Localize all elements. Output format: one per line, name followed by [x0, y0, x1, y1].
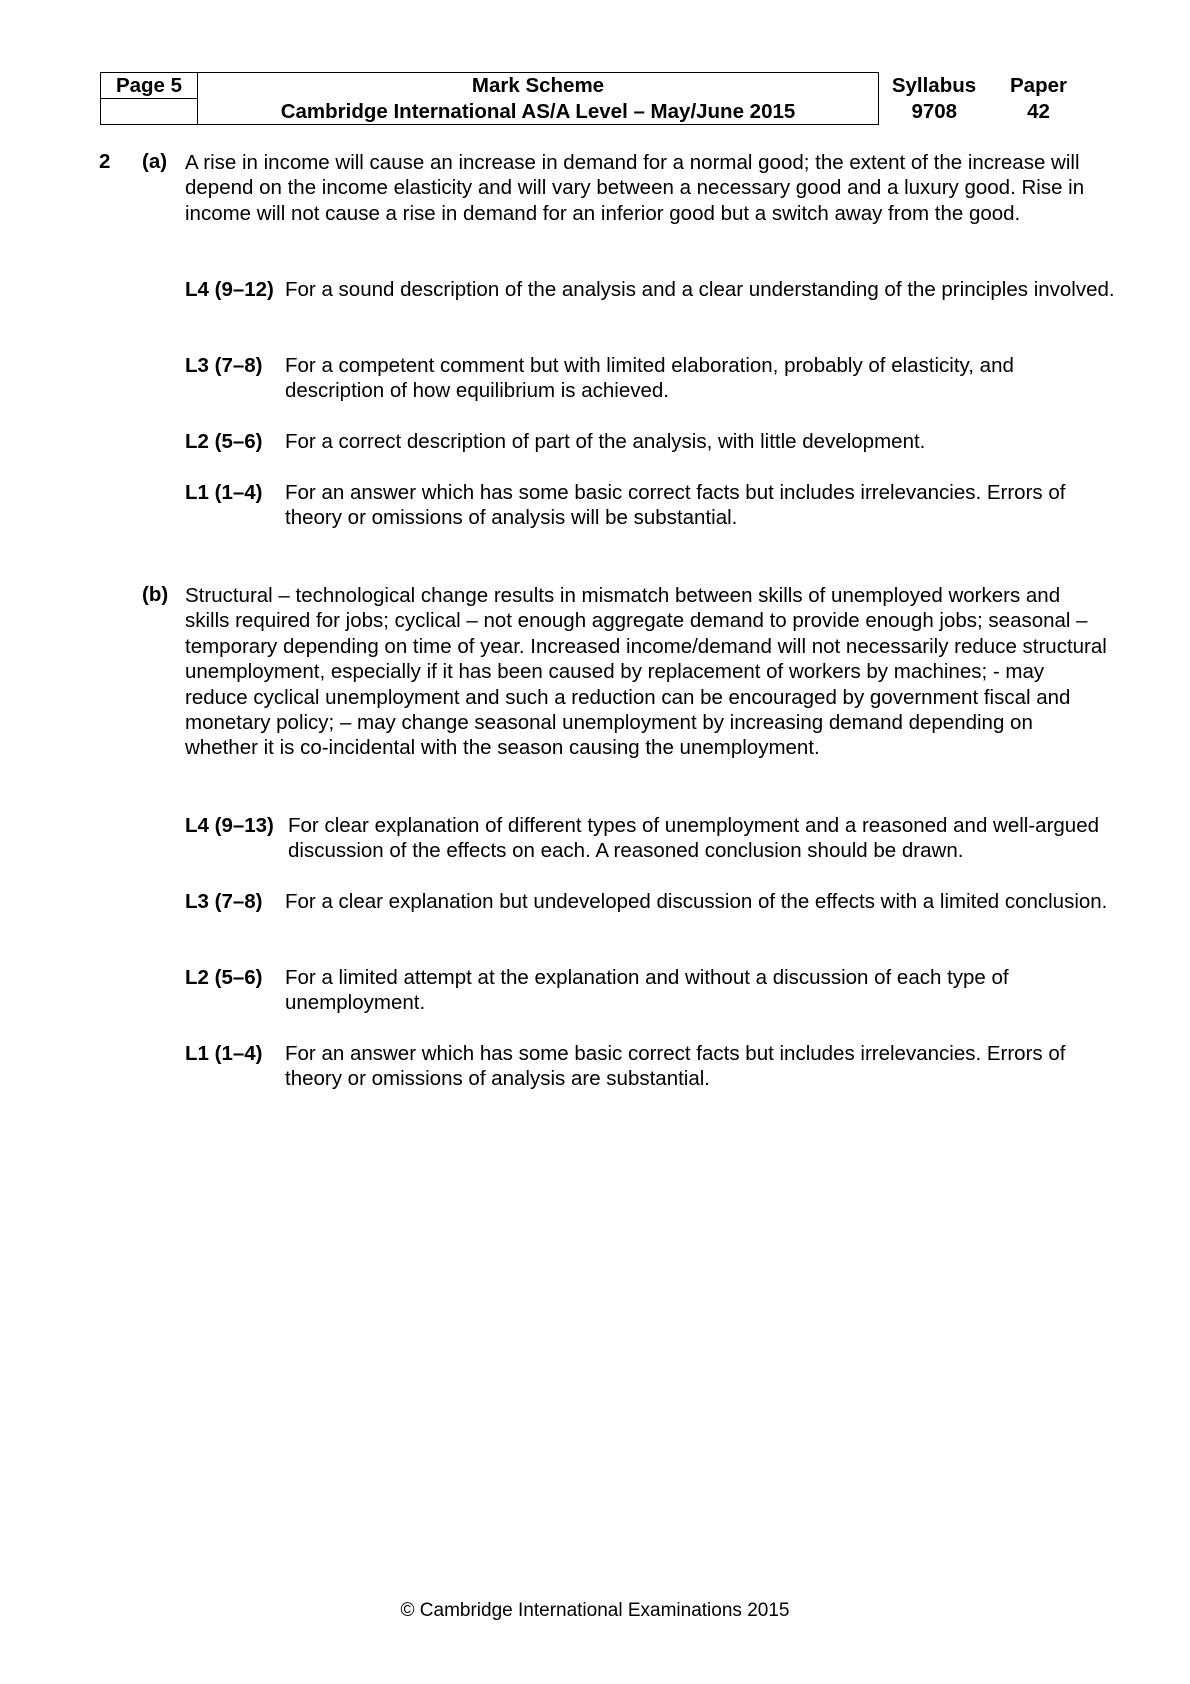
syllabus-label: Syllabus — [891, 74, 977, 97]
document-title: Mark Scheme — [198, 73, 879, 99]
level-label: L1 (1–4) — [185, 1042, 263, 1065]
level-descriptor: For a competent comment but with limited elaboration, probably of elasticity, and description of how equilibrium is achieved. — [285, 354, 1014, 403]
header-table — [100, 72, 1088, 125]
part-a-level-4 — [185, 277, 1115, 302]
syllabus-value: 9708 — [911, 100, 958, 123]
part-a-level-3 — [185, 353, 1115, 404]
level-label: L2 (5–6) — [185, 966, 263, 989]
part-a-level-2 — [185, 429, 1115, 454]
level-descriptor: For an answer which has some basic correct facts but includes irrelevancies. Errors of theory or omissions of analysis will be substantial. — [285, 481, 1066, 530]
part-a-label: (a) — [142, 150, 168, 173]
question-number: 2 — [99, 150, 111, 173]
part-a-text: A rise in income will cause an increase in demand for a normal good; the extent of the increase will depend on the income elasticity and will vary between a necessary good and a luxury good. Rise in income will not cause a rise in demand for an inferior good but a switch away from the good. — [185, 151, 1085, 225]
part-b-label: (b) — [142, 583, 169, 606]
part-b-level-4 — [185, 813, 1115, 864]
level-descriptor: For an answer which has some basic correct facts but includes irrelevancies. Errors of theory or omissions of analysis are substantial. — [285, 1042, 1066, 1091]
level-label: L3 (7–8) — [185, 890, 263, 913]
page-number-blank — [101, 99, 198, 125]
level-descriptor: For a sound description of the analysis and a clear understanding of the principles involved. — [285, 278, 1115, 301]
paper-label: Paper — [1010, 74, 1067, 97]
level-descriptor: For a clear explanation but undeveloped discussion of the effects with a limited conclusion. — [285, 890, 1108, 913]
document-subtitle: Cambridge International AS/A Level – May/June 2015 — [198, 99, 879, 125]
part-b-text: Structural – technological change results in mismatch between skills of unemployed workers and skills required for jobs; cyclical – not enough aggregate demand to provide enough jobs; seasonal – temporary depending on time of year. Increased income/demand will not necessarily reduce structural unemployment, especially if it has been caused by replacement of workers by machines; - may reduce cyclical unemployment and such a reduction can be encouraged by government fiscal and monetary policy; – may change seasonal unemployment by increasing demand depending on whether it is co-incidental with the season causing the unemployment. — [185, 584, 1107, 760]
level-label: L4 (9–12) — [185, 278, 274, 301]
part-a-level-1 — [185, 480, 1115, 531]
level-label: L4 (9–13) — [185, 814, 274, 837]
level-descriptor: For a limited attempt at the explanation and without a discussion of each type of unemployment. — [285, 966, 1009, 1015]
level-label: L1 (1–4) — [185, 481, 263, 504]
level-label: L3 (7–8) — [185, 354, 263, 377]
part-b-level-3 — [185, 889, 1115, 914]
level-label: L2 (5–6) — [185, 430, 263, 453]
level-descriptor: For a correct description of part of the analysis, with little development. — [285, 430, 926, 453]
part-b-level-1 — [185, 1041, 1115, 1092]
copyright-footer: © Cambridge International Examinations 2015 — [400, 1600, 790, 1621]
page-number: Page 5 — [101, 73, 198, 99]
paper-value: 42 — [1027, 100, 1050, 123]
part-b-level-2 — [185, 965, 1115, 1016]
level-descriptor: For clear explanation of different types of unemployment and a reasoned and well-argued discussion of the effects on each. A reasoned conclusion should be drawn. — [288, 814, 1100, 863]
